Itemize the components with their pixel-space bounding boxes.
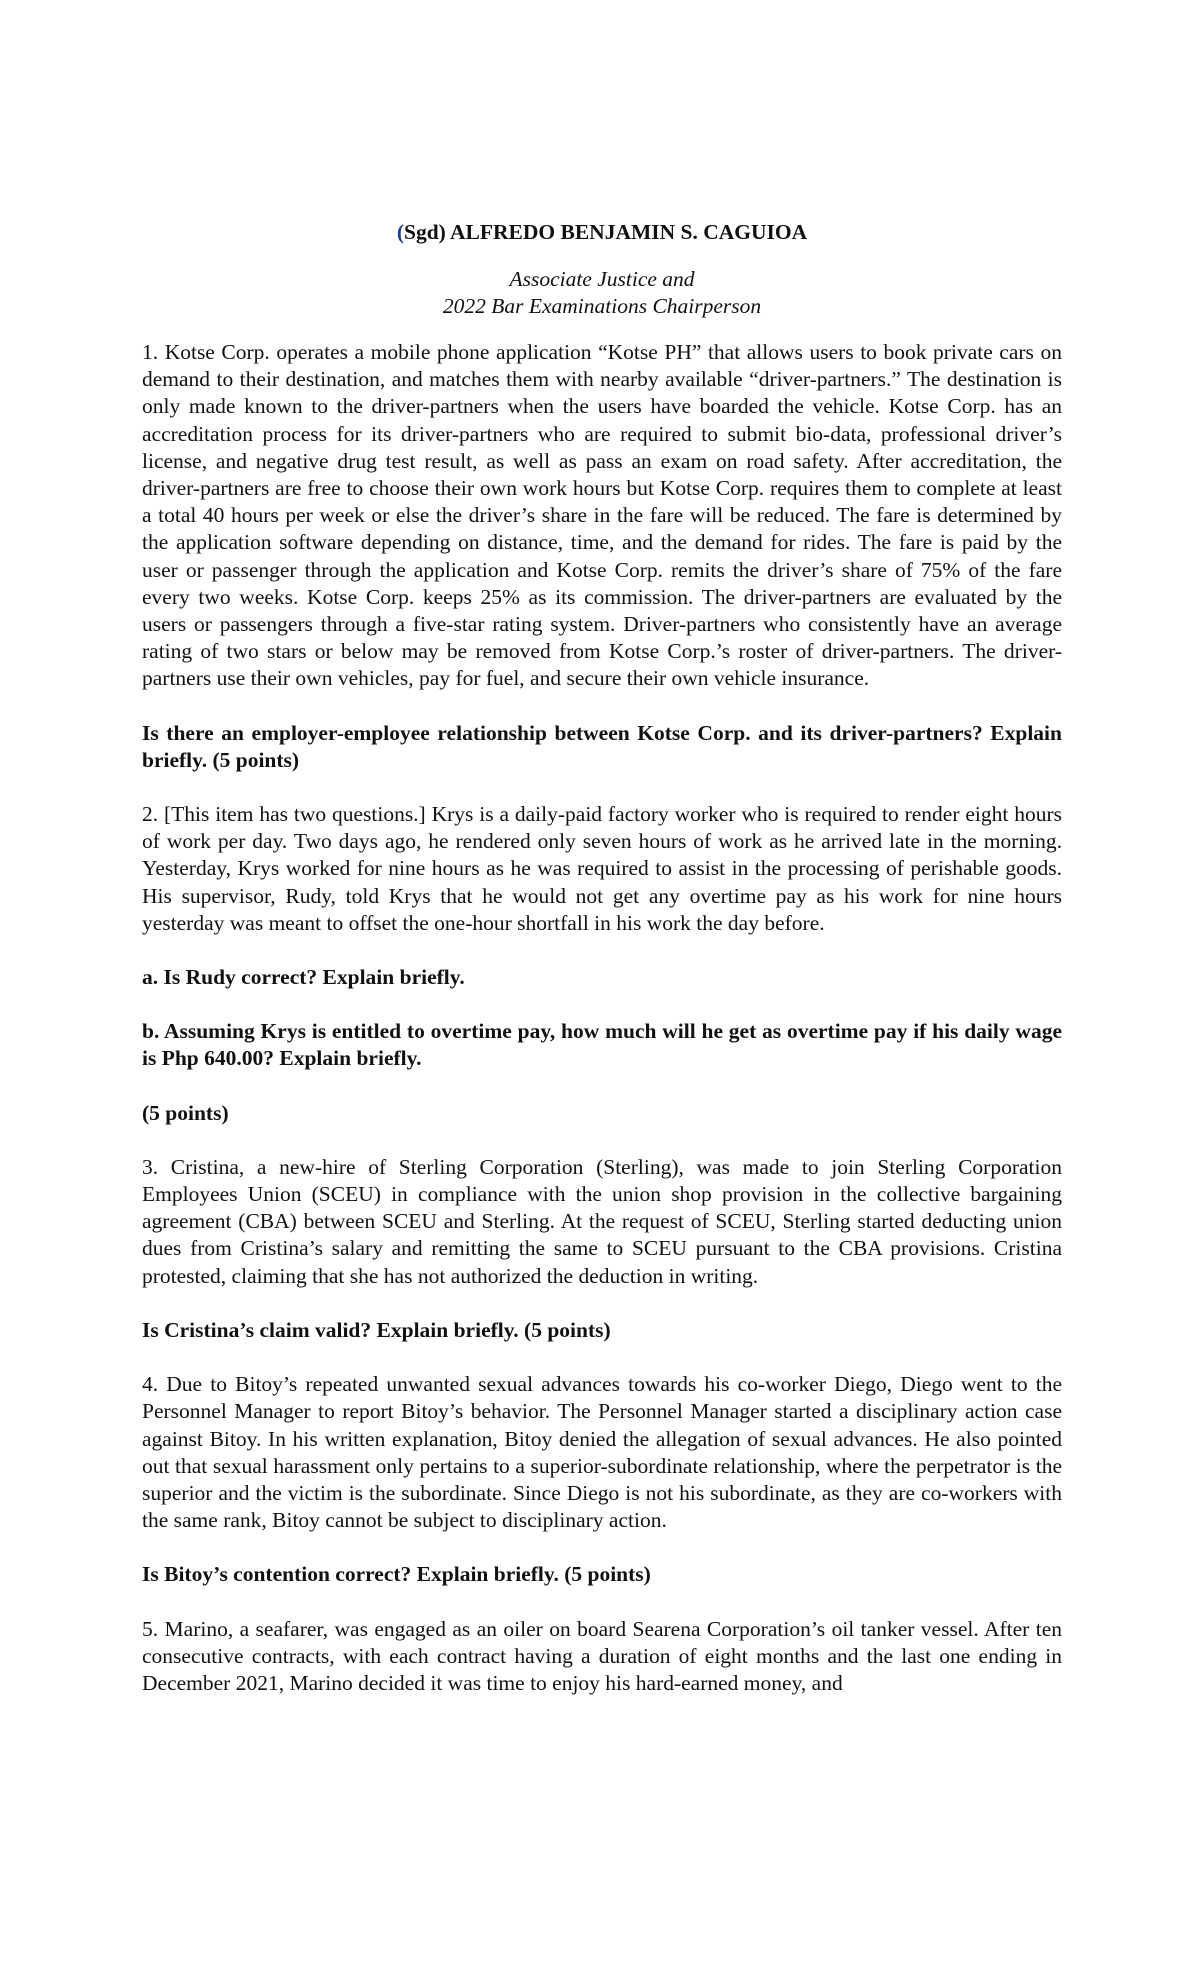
signatory-name	[142, 218, 1062, 246]
item-5-text: 5. Marino, a seafarer, was engaged as an oiler on board Searena Corporation’s oil tanker vessel. After ten consecutive contracts, with each contract having a duration of eight months and the last one ending in December 2021, Marino decided it was time to enjoy his hard-earned money, and	[142, 1616, 1062, 1695]
item-4-text: 4. Due to Bitoy’s repeated unwanted sexual advances towards his co-worker Diego, Diego went to the Personnel Manager to report Bitoy’s behavior. The Personnel Manager started a disciplinary action case against Bitoy. In his written explanation, Bitoy denied the allegation of sexual advances. He also pointed out that sexual harassment only pertains to a superior-subordinate relationship, where the perpetrator is the superior and the victim is the subordinate. Since Diego is not his subordinate, as they are co-workers with the same rank, Bitoy cannot be subject to disciplinary action.	[142, 1372, 1062, 1533]
signatory-open-paren: (	[396, 220, 404, 244]
item-1-text: 1. Kotse Corp. operates a mobile phone application “Kotse PH” that allows users to book private cars on demand to their destination, and matches them with nearby available “driver-partners.” The destination is only made known to the driver-partners when the users have boarded the vehicle. Kotse Corp. has an accreditation process for its driver-partners who are required to submit bio-data, professional driver’s license, and negative drug test result, as well as pass an exam on road safety. After accreditation, the driver-partners are free to choose their own work hours but Kotse Corp. requires them to complete at least a total 40 hours per week or else the driver’s share in the fare will be reduced. The fare is determined by the application software depending on distance, time, and the demand for rides. The fare is paid by the user or passenger through the application and Kotse Corp. remits the driver’s share of 75% of the fare every two weeks. Kotse Corp. keeps 25% as its commission. The driver-partners are evaluated by the users or passengers through a five-star rating system. Driver-partners who consistently have an average rating of two stars or below may be removed from Kotse Corp.’s roster of driver-partners. The driver-partners use their own vehicles, pay for fuel, and secure their own vehicle insurance.	[142, 340, 1062, 691]
item-2-question-a: a. Is Rudy correct? Explain briefly.	[142, 965, 465, 990]
signatory-title-line2: 2022 Bar Examinations Chairperson	[442, 294, 762, 318]
item-3-text: 3. Cristina, a new-hire of Sterling Corporation (Sterling), was made to join Sterling Corporation Employees Union (SCEU) in compliance with the union shop provision in the collective bargaining agreement (CBA) between SCEU and Sterling. At the request of SCEU, Sterling started deducting union dues from Cristina’s salary and remitting the same to SCEU pursuant to the CBA provisions. Cristina protested, claiming that she has not authorized the deduction in writing.	[142, 1154, 1062, 1288]
item-4-question: Is Bitoy’s contention correct? Explain briefly. (5 points)	[142, 1562, 651, 1587]
signatory-title-line1: Associate Justice and	[509, 267, 695, 291]
item-2-points: (5 points)	[142, 1100, 229, 1125]
item-2-text: 2. [This item has two questions.] Krys is a daily-paid factory worker who is required to render eight hours of work per day. Two days ago, he rendered only seven hours of work as he arrived late in the morning. Yesterday, Krys worked for nine hours as he was required to assist in the processing of perishable goods. His supervisor, Rudy, told Krys that he would not get any overtime pay as his work for nine hours yesterday was meant to offset the one-hour shortfall in his work the day before.	[142, 802, 1062, 935]
signatory-name-text: Sgd) ALFREDO BENJAMIN S. CAGUIOA	[403, 220, 808, 244]
item-2-question-b: b. Assuming Krys is entitled to overtime pay, how much will he get as overtime pay if his daily wage is Php 640.00? Explain briefly.	[142, 1019, 1062, 1071]
item-3-question: Is Cristina’s claim valid? Explain briefly. (5 points)	[142, 1317, 611, 1342]
signatory-title	[142, 266, 1062, 320]
item-1-question: Is there an employer-employee relationship between Kotse Corp. and its driver-partners? Explain briefly. (5 points)	[142, 720, 1062, 772]
document-page	[142, 218, 1062, 1697]
